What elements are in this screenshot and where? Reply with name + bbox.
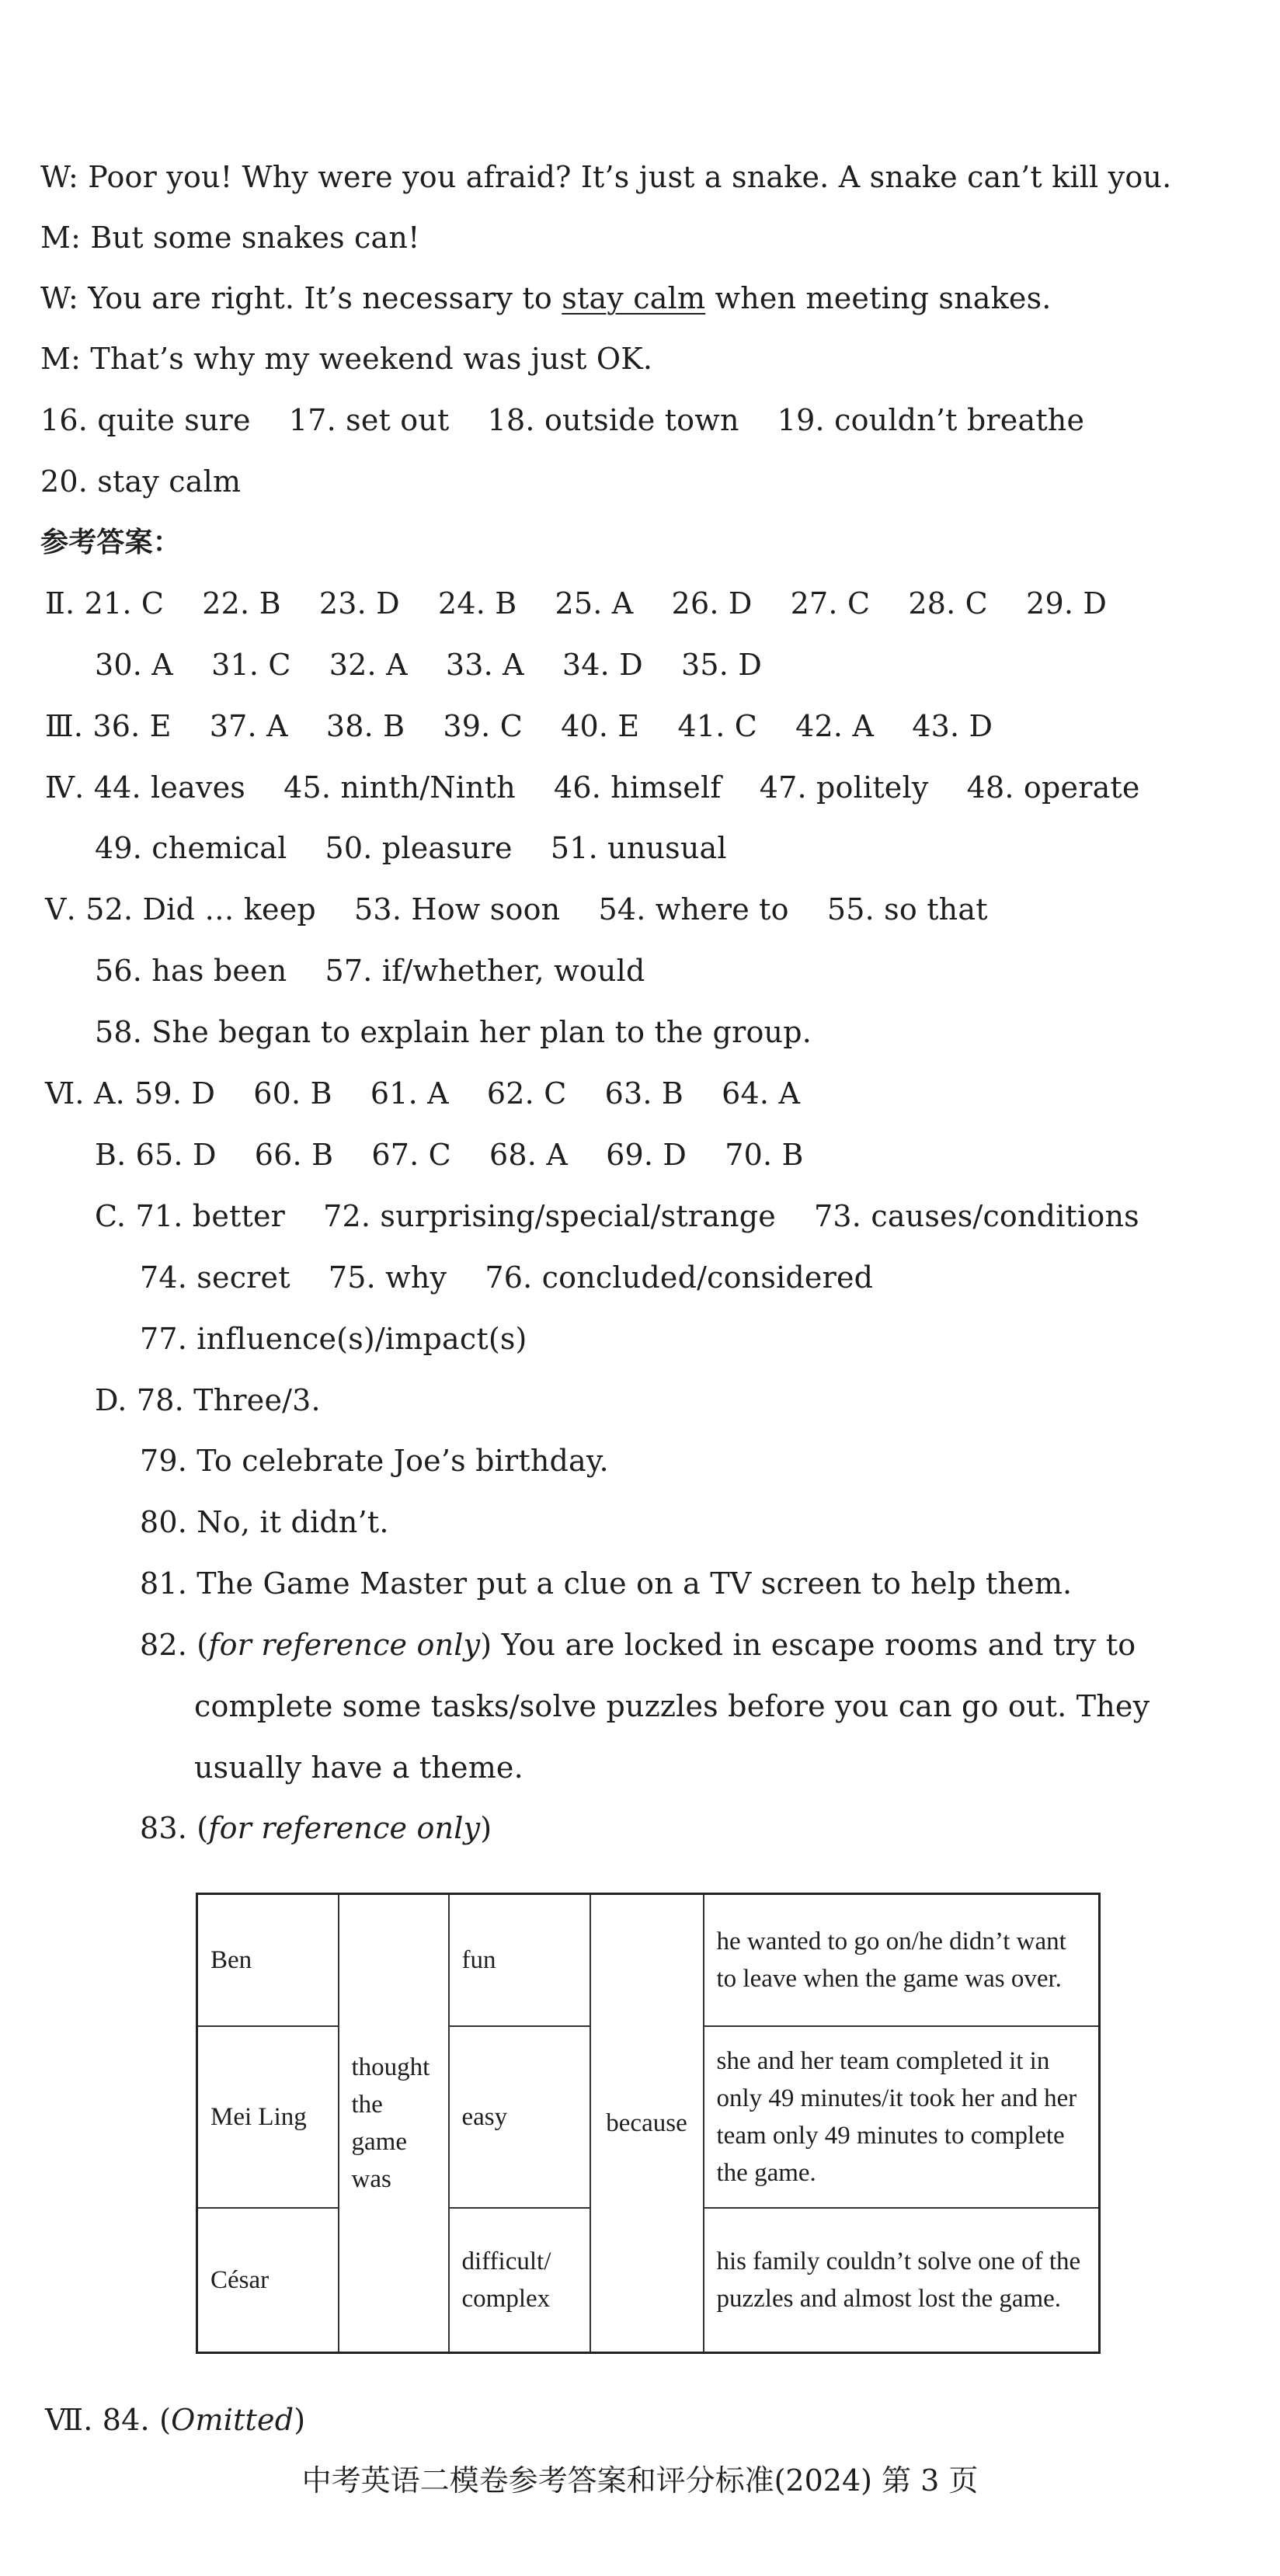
underlined-answer: stay calm — [562, 281, 706, 315]
table-cell-thought: thought the game was — [339, 1894, 449, 2353]
answer-table — [196, 1893, 1101, 2354]
listening-answers-line-1: 16. quite sure 17. set out 18. outside town 19. couldn’t breathe — [40, 403, 1085, 437]
dialogue-line-2 — [40, 219, 420, 256]
section-6-line-7: 79. To celebrate Joe’s birthday. — [140, 1444, 609, 1478]
question-number: Ⅶ. 84. ( — [45, 2403, 172, 2437]
table-cell-adjective: easy — [449, 2026, 590, 2207]
section-4-line-1: Ⅳ. 44. leaves 45. ninth/Ninth 46. himself 47. politely 48. operate — [45, 770, 1140, 805]
dialogue-line-3 — [40, 280, 1052, 317]
table-cell-name: César — [197, 2208, 339, 2353]
omitted-note: Omitted — [171, 2403, 294, 2437]
reference-note: for reference only — [208, 1811, 481, 1845]
dialogue-text: Poor you! Why were you afraid? It’s just a snake. A snake can’t kill you. — [88, 160, 1172, 194]
table-cell-reason: she and her team completed it in only 49 minutes/it took her and her team only 49 minutes to complete the game. — [704, 2026, 1100, 2207]
reference-note: for reference only — [208, 1628, 481, 1662]
table-cell-name: Ben — [197, 1894, 339, 2027]
dialogue-text: But some snakes can! — [90, 221, 420, 255]
dialogue-line-4 — [40, 340, 652, 377]
speaker-label: W: — [40, 281, 78, 315]
table-cell-reason: his family couldn’t solve one of the puzzles and almost lost the game. — [704, 2208, 1100, 2353]
section-5-line-1: Ⅴ. 52. Did … keep 53. How soon 54. where to 55. so that — [45, 892, 988, 926]
speaker-label: M: — [40, 342, 82, 376]
table-row — [197, 1894, 1100, 2027]
listening-answers-line-2: 20. stay calm — [40, 464, 242, 499]
question-83-line — [140, 1809, 492, 1847]
dialogue-text: That’s why my weekend was just OK. — [90, 342, 653, 376]
section-3-line-1: Ⅲ. 36. E 37. A 38. B 39. C 40. E 41. C 42. A 43. D — [45, 709, 993, 743]
section-6-line-5: 77. influence(s)/impact(s) — [140, 1322, 527, 1356]
answer-text: ) — [480, 1811, 492, 1845]
table-cell-reason: he wanted to go on/he didn’t want to leave when the game was over. — [704, 1894, 1100, 2027]
section-6-line-9: 81. The Game Master put a clue on a TV screen to help them. — [140, 1566, 1073, 1601]
dialogue-text: when meeting snakes. — [705, 281, 1052, 315]
page-footer: 中考英语二模卷参考答案和评分标准(2024) 第 3 页 — [301, 2463, 979, 2498]
speaker-label: M: — [40, 221, 82, 255]
answer-key-heading: 参考答案： — [40, 527, 182, 558]
question-82-line-1 — [140, 1626, 1136, 1663]
section-6-line-6: D. 78. Three/3. — [95, 1383, 321, 1417]
dialogue-text: You are right. It’s necessary to — [88, 281, 562, 315]
table-cell-adjective: difficult/ complex — [449, 2208, 590, 2353]
table-cell-because: because — [590, 1894, 704, 2353]
section-6-line-3: C. 71. better 72. surprising/special/strange 73. causes/conditions — [95, 1199, 1139, 1233]
question-number: 83. ( — [140, 1811, 209, 1845]
table-cell-adjective: fun — [449, 1894, 590, 2027]
section-6-line-2: B. 65. D 66. B 67. C 68. A 69. D 70. B — [95, 1138, 804, 1172]
section-6-line-8: 80. No, it didn’t. — [140, 1505, 389, 1539]
section-2-line-1: Ⅱ. 21. C 22. B 23. D 24. B 25. A 26. D 27. C 28. C 29. D — [45, 586, 1108, 621]
answer-text: ) — [294, 2403, 306, 2437]
question-82-line-2: complete some tasks/solve puzzles before you can go out. They — [194, 1689, 1150, 1723]
section-7-line-1 — [45, 2401, 305, 2439]
speaker-label: W: — [40, 160, 78, 194]
section-5-line-3: 58. She began to explain her plan to the group. — [95, 1015, 812, 1049]
question-number: 82. ( — [140, 1628, 209, 1662]
section-6-line-4: 74. secret 75. why 76. concluded/considered — [140, 1260, 874, 1295]
question-82-line-3: usually have a theme. — [194, 1750, 523, 1785]
section-5-line-2: 56. has been 57. if/whether, would — [95, 954, 645, 988]
table-cell-name: Mei Ling — [197, 2026, 339, 2207]
answer-text: ) You are locked in escape rooms and try to — [480, 1628, 1136, 1662]
section-2-line-2: 30. A 31. C 32. A 33. A 34. D 35. D — [95, 648, 762, 682]
section-4-line-2: 49. chemical 50. pleasure 51. unusual — [95, 831, 727, 865]
dialogue-line-1 — [40, 158, 1171, 196]
section-6-line-1: Ⅵ. A. 59. D 60. B 61. A 62. C 63. B 64. A — [45, 1076, 801, 1111]
